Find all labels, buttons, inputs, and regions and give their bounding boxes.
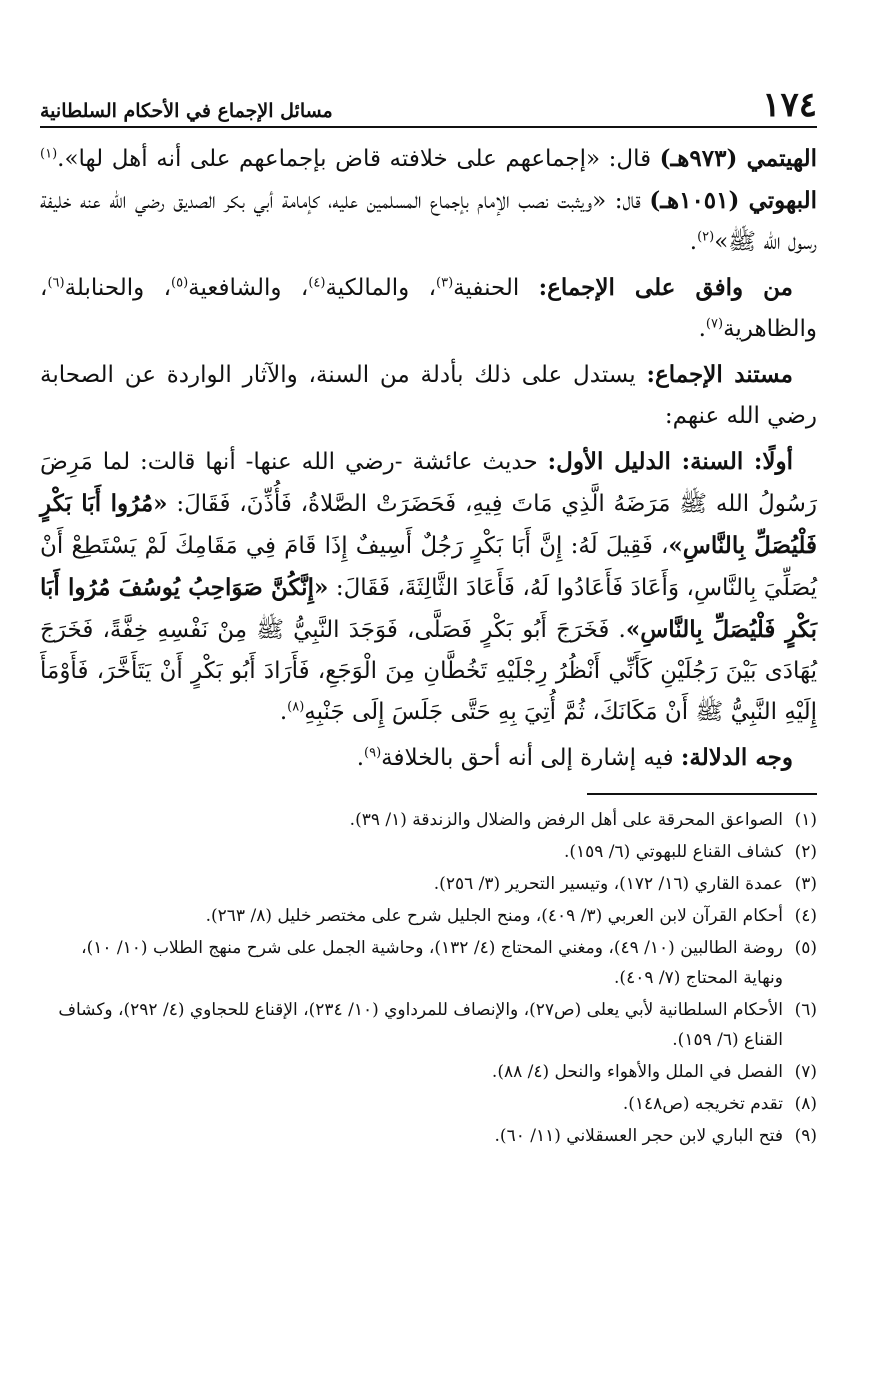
footnote	[40, 1089, 817, 1119]
school-name: ، والمالكية	[325, 275, 437, 301]
footnote-number: (٩)	[794, 1126, 817, 1146]
punctuation: .	[356, 745, 364, 771]
section-label: من وافق على الإجماع:	[538, 274, 793, 301]
footnote-number: (٤)	[794, 906, 817, 926]
footnote-divider	[587, 793, 817, 795]
footnote-number: (٣)	[794, 874, 817, 894]
prophetic-quote: «إِنَّكُنَّ صَوَاحِبُ يُوسُفَ مُرُوا أَبَا بَكْرٍ فَلْيُصَلِّ بِالنَّاسِ»	[40, 574, 818, 643]
footnote-text: روضة الطالبين (١٠/ ٤٩)، ومغني المحتاج (٤/ ١٣٢)، وحاشية الجمل على شرح منهج الطلاب (١٠/ ١٠)، ونهاية المحتاج (٧/ ٤٠٩).	[81, 938, 783, 988]
prophetic-quote: «مُرُوا أَبَا بَكْرٍ فَلْيُصَلِّ بِالنَّاسِ»	[40, 490, 817, 559]
paragraph-inference	[40, 737, 817, 779]
page-header	[40, 78, 817, 128]
footnote-text: الصواعق المحرقة على أهل الرفض والضلال والزندقة (١/ ٣٩).	[349, 810, 783, 830]
footnote-text: تقدم تخريجه (ص١٤٨).	[622, 1094, 783, 1114]
scholar-name: البهوتي (١٠٥١هـ)	[649, 187, 817, 214]
footnote-ref: (٣)	[436, 275, 454, 291]
footnote	[40, 901, 817, 931]
footnote-ref: (٤)	[308, 275, 326, 291]
paragraph-haytami	[40, 138, 817, 263]
footnote-text: الأحكام السلطانية لأبي يعلى (ص٢٧)، والإنصاف للمرداوي (١٠/ ٢٣٤)، الإقناع للحجاوي (٤/ ٢٩٢)، وكشاف القناع (٦/ ١٥٩).	[58, 1000, 783, 1050]
footnote-number: (٥)	[794, 938, 817, 958]
footnote-ref: (٩)	[364, 745, 382, 761]
footnote-text: أحكام القرآن لابن العربي (٣/ ٤٠٩)، ومنح الجليل شرح على مختصر خليل (٨/ ٢٦٣).	[205, 906, 783, 926]
school-name: ، والحنابلة	[64, 275, 171, 301]
school-name: الحنفية	[453, 275, 539, 301]
footnote-number: (٧)	[794, 1062, 817, 1082]
footnote-text: عمدة القاري (١٦/ ١٧٢)، وتيسير التحرير (٣/ ٢٥٦).	[433, 874, 783, 894]
section-label: وجه الدلالة:	[680, 744, 793, 771]
footnote	[40, 805, 817, 835]
punctuation: .	[279, 699, 288, 725]
paragraph-agreement	[40, 267, 817, 350]
footnote-text: الفصل في الملل والأهواء والنحل (٤/ ٨٨).	[491, 1062, 783, 1082]
hadith-text: . فَخَرَجَ أَبُو بَكْرٍ فَصَلَّى، فَوَجَدَ النَّبِيُّ ﷺ مِنْ نَفْسِهِ خِفَّةً، فَخَرَجَ يُهَادَى بَيْنَ رَجُلَيْنِ كَأَنِّي أَنْظُرُ رِجْلَيْهِ تَخُطَّانِ مِنَ الْوَجَعِ، فَأَرَادَ أَبُو بَكْرٍ أَنْ يَتَأَخَّرَ، فَأَوْمَأَ إِلَيْهِ النَّبِيُّ ﷺ أَنْ مَكَانَكَ، ثُمَّ أُتِيَ بِهِ حَتَّى جَلَسَ إِلَى جَنْبِهِ	[40, 617, 817, 725]
footnote-number: (٨)	[794, 1094, 817, 1114]
punctuation: .	[689, 229, 698, 255]
footnote-ref: (٨)	[287, 699, 305, 715]
punctuation: .	[698, 316, 706, 342]
section-label: أولًا: السنة:	[681, 448, 794, 475]
paragraph-text: فيه إشارة إلى أنه أحق بالخلافة	[381, 745, 681, 771]
hadith-text: حديث عائشة -رضي الله عنها- أنها قالت: لما مَرِضَ رَسُولُ الله ﷺ مَرَضَهُ الَّذِي مَاتَ فِيهِ، فَحَضَرَتْ الصَّلاةُ، فَأُذِّنَ، فَقَالَ:	[40, 449, 817, 517]
footnote-text: كشاف القناع للبهوتي (٦/ ١٥٩).	[563, 842, 783, 862]
footnote-number: (٢)	[794, 842, 817, 862]
section-label: الدليل الأول:	[547, 448, 682, 475]
footnote-number: (٦)	[794, 1000, 817, 1020]
school-name: ، والشافعية	[188, 275, 309, 301]
page-number: ١٧٤	[762, 85, 817, 125]
section-label: مستند الإجماع:	[646, 361, 794, 388]
footnote	[40, 1057, 817, 1087]
footnote	[40, 995, 817, 1055]
paragraph-hadith	[40, 441, 817, 733]
footnote	[40, 869, 817, 899]
footnote	[40, 933, 817, 993]
footnotes	[40, 805, 817, 1151]
hadith-text: ، فَقِيلَ لَهُ: إِنَّ أَبَا بَكْرٍ رَجُلٌ أَسِيفٌ إِذَا قَامَ فِي مَقَامِكَ لَمْ يَسْتَطِعْ أَنْ يُصَلِّيَ بِالنَّاسِ، وَأَعَادَ فَأَعَادُوا لَهُ، فَأَعَادَ الثَّالِثَةَ، فَقَالَ:	[40, 533, 818, 601]
quote-text: قال: «إجماعهم على خلافته قاض بإجماعهم على أنه أهل لها».	[57, 146, 660, 172]
footnote	[40, 1121, 817, 1151]
footnote-ref: (٧)	[705, 316, 724, 332]
footnote-number: (١)	[794, 810, 817, 830]
paragraph-text: يستدل على ذلك بأدلة من السنة، والآثار الواردة عن الصحابة رضي الله عنهم:	[40, 362, 817, 429]
footnote-text: فتح الباري لابن حجر العسقلاني (١١/ ٦٠).	[494, 1126, 783, 1146]
footnote-ref: (٢)	[697, 229, 715, 245]
running-title: مسائل الإجماع في الأحكام السلطانية	[40, 100, 333, 122]
footnote	[40, 837, 817, 867]
footnote-ref: (١)	[40, 146, 58, 162]
footnote-ref: (٦)	[47, 275, 65, 291]
scholar-name: الهيتمي (٩٧٣هـ)	[659, 145, 817, 172]
quote-text: قال: «ويثبت نصب الإمام بإجماع المسلمين عليه، كإمامة أبي بكر الصديق رضي الله عنه خليفة رسول الله ﷺ»	[40, 188, 817, 255]
paragraph-basis	[40, 354, 817, 437]
main-text	[40, 138, 817, 779]
school-name: ، والظاهرية	[40, 275, 817, 342]
footnote-ref: (٥)	[171, 275, 189, 291]
